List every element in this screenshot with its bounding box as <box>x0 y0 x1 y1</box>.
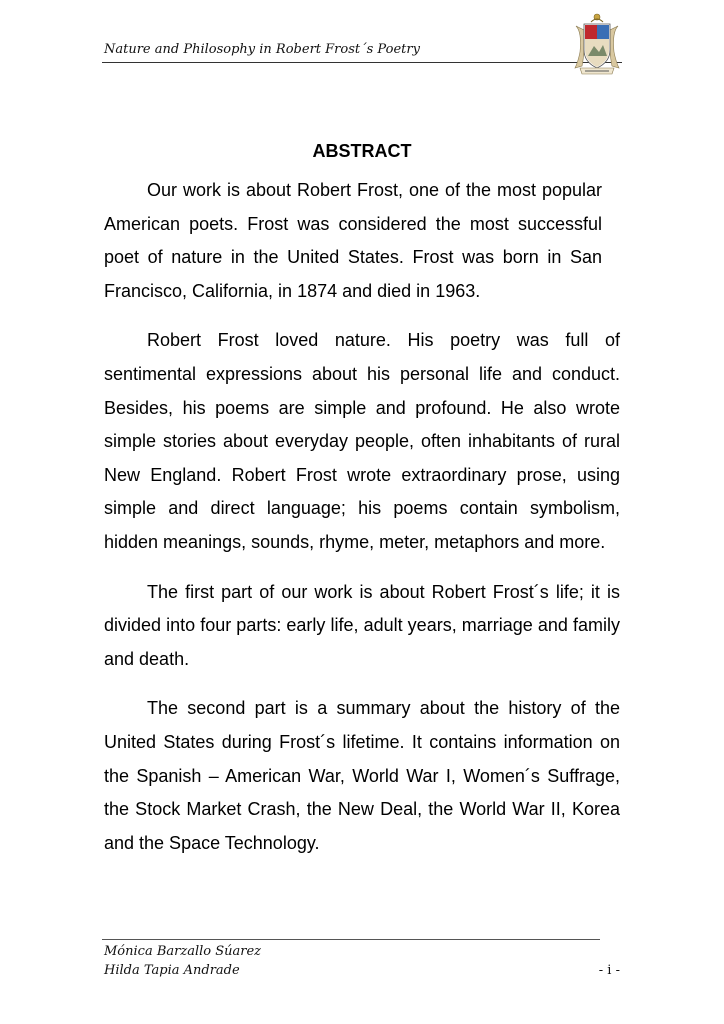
header-divider <box>102 62 622 63</box>
footer-divider <box>102 939 600 940</box>
university-crest-icon <box>572 12 622 78</box>
abstract-paragraph-1: Our work is about Robert Frost, one of the most popular American poets. Frost was considered the most successful poet of nature in the United States. Frost was born in San Francisco, California, in 1874 and died in 1963. <box>104 180 602 301</box>
footer-author-1: Mónica Barzallo Súarez <box>104 944 262 959</box>
abstract-paragraph-3: The first part of our work is about Robert Frost´s life; it is divided into four parts: early life, adult years, marriage and family and death. <box>104 581 620 669</box>
abstract-paragraph-4: The second part is a summary about the history of the United States during Frost´s lifetime. It contains information on the Spanish – American War, World War I, Women´s Suffrage, the Stock Market Crash, the New Deal, the World War II, Korea and the Space Technology. <box>104 698 620 853</box>
abstract-paragraph-2: Robert Frost loved nature. His poetry was full of sentimental expressions about his personal life and conduct. Besides, his poems are simple and profound. He also wrote simple stories about everyday people, often inhabitants of rural New England. Robert Frost wrote extraordinary prose, using simple and direct language; his poems contain symbolism, hidden meanings, sounds, rhyme, meter, metaphors and more. <box>104 330 620 552</box>
footer-author-2: Hilda Tapia Andrade <box>104 963 240 978</box>
page-number: - i - <box>598 963 620 978</box>
abstract-body <box>104 174 620 876</box>
abstract-heading: ABSTRACT <box>312 141 412 161</box>
running-header-title: Nature and Philosophy in Robert Frost´s Poetry <box>104 42 420 57</box>
